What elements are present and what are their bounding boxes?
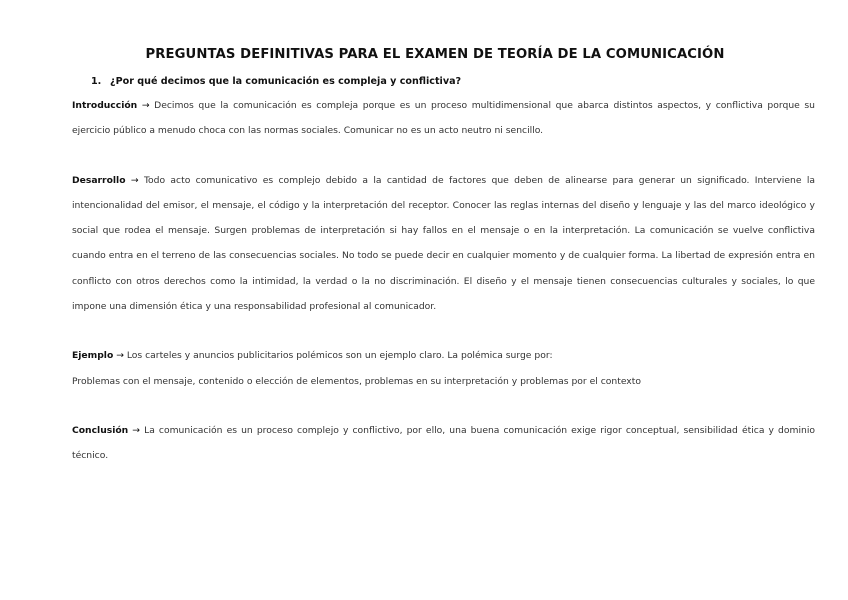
introduccion-label: Introducción [72, 100, 138, 111]
arrow-icon: → [132, 424, 140, 436]
desarrollo-label: Desarrollo [72, 174, 126, 186]
arrow-icon: → [130, 174, 139, 186]
question-number: 1. [91, 76, 102, 87]
conclusion-label: Conclusión [72, 424, 129, 436]
conclusion-text: La comunicación es un proceso complejo y conflictivo, por ello, una buena comunicación exige rigor conceptual, sensibilidad ética y dominio técnico. [72, 424, 816, 462]
conclusion-paragraph [72, 418, 815, 469]
arrow-icon: → [116, 350, 124, 362]
introduccion-paragraph [72, 93, 815, 144]
arrow-icon: → [141, 100, 150, 111]
question-text: ¿Por qué decimos que la comunicación es compleja y conflictiva? [110, 76, 462, 87]
desarrollo-paragraph [72, 168, 815, 320]
introduccion-text: Decimos que la comunicación es compleja porque es un proceso multidimensional que abarca distintos aspectos, y conflictiva porque su ejercicio público a menudo choca con las normas sociales. Comunicar no es un acto neutro ni sencillo. [72, 100, 816, 137]
question-item [91, 74, 815, 90]
ejemplo-detail: Problemas con el mensaje, contenido o elección de elementos, problemas en su interpretación y problemas por el contexto [72, 375, 641, 387]
ejemplo-paragraph [72, 343, 815, 368]
document-title: PREGUNTAS DEFINITIVAS PARA EL EXAMEN DE TEORÍA DE LA COMUNICACIÓN [145, 47, 725, 62]
ejemplo-text: Los carteles y anuncios publicitarios polémicos son un ejemplo claro. La polémica surge por: [126, 350, 553, 362]
ejemplo-label: Ejemplo [72, 350, 114, 362]
desarrollo-text: Todo acto comunicativo es complejo debido a la cantidad de factores que deben de alinearse para generar un significado. Interviene la intencionalidad del emisor, el mensaje, el código y la interpretación del receptor. Conocer las reglas internas del diseño y lenguaje y las del marco ideológico y social que rodea el mensaje. Surgen problemas de interpretación si hay fallos en el mensaje o en la interpretación. La comunicación se vuelve conflictiva cuando entra en el terreno de las consecuencias sociales. No todo se puede decir en cualquier momento y de cualquier forma. La libertad de expresión entra en conflicto con otros derechos como la intimidad, la verdad o la no discriminación. El diseño y el mensaje tienen consecuencias culturales y sociales, lo que impone una dimensión ética y una responsabilidad profesional al comunicador. [72, 174, 816, 313]
